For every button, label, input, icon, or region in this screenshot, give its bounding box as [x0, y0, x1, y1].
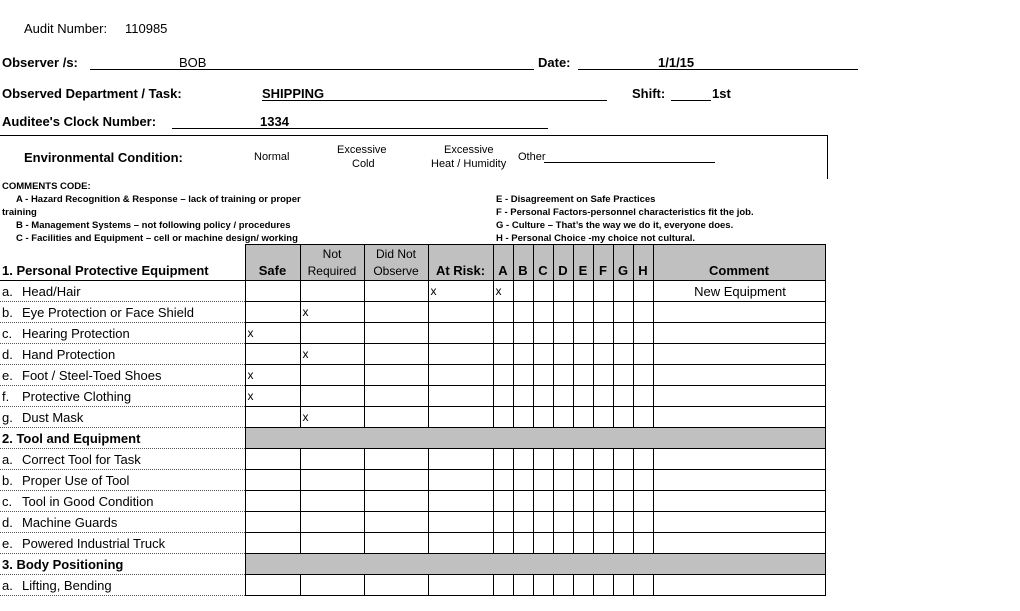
cell-dno[interactable] [364, 491, 428, 512]
cell-safe[interactable] [245, 407, 300, 428]
cell-h[interactable] [633, 470, 653, 491]
cell-notreq[interactable] [300, 281, 364, 302]
cell-atrisk[interactable] [428, 323, 493, 344]
cell-g[interactable] [613, 344, 633, 365]
cell-atrisk[interactable] [428, 407, 493, 428]
row-text: Foot / Steel-Toed Shoes [22, 367, 162, 383]
cell-atrisk[interactable] [428, 365, 493, 386]
code-b: B - Management Systems – not following policy / procedures [16, 220, 291, 231]
cell-comment[interactable] [653, 533, 825, 554]
cell-comment[interactable]: New Equipment [653, 281, 825, 302]
code-a-line2: training [2, 207, 37, 218]
cell-a[interactable] [493, 449, 513, 470]
cell-f[interactable] [593, 575, 613, 596]
col-h: H [633, 245, 653, 281]
cell-f[interactable] [593, 512, 613, 533]
cell-h[interactable] [633, 512, 653, 533]
date-value[interactable]: 1/1/15 [658, 55, 695, 70]
cell-b[interactable] [513, 533, 533, 554]
cell-d[interactable] [553, 386, 573, 407]
cell-e[interactable] [573, 281, 593, 302]
env-other-line [544, 162, 715, 163]
cell-safe[interactable] [245, 344, 300, 365]
row-label [0, 575, 245, 596]
table-row [0, 449, 825, 470]
audit-number-label: Audit Number: [24, 21, 108, 36]
cell-a[interactable] [493, 470, 513, 491]
table-row [0, 512, 825, 533]
code-e: E - Disagreement on Safe Practices [496, 194, 656, 205]
row-prefix: b. [2, 472, 13, 488]
cell-comment[interactable] [653, 575, 825, 596]
cell-safe[interactable] [245, 575, 300, 596]
tools-rows [0, 449, 825, 554]
cell-g[interactable] [613, 512, 633, 533]
cell-safe[interactable] [245, 281, 300, 302]
observer-value[interactable]: BOB [179, 55, 207, 70]
cell-d[interactable] [553, 470, 573, 491]
cell-notreq[interactable] [300, 470, 364, 491]
cell-h[interactable] [633, 365, 653, 386]
cell-b[interactable] [513, 323, 533, 344]
section-body-heading: 3. Body Positioning [0, 554, 245, 575]
cell-e[interactable] [573, 386, 593, 407]
cell-dno[interactable] [364, 575, 428, 596]
row-label [0, 344, 245, 365]
cell-c[interactable] [533, 323, 553, 344]
row-text: Tool in Good Condition [22, 493, 154, 509]
cell-d[interactable] [553, 575, 573, 596]
row-prefix: d. [2, 346, 13, 362]
env-cold-line1[interactable]: Excessive [337, 144, 387, 156]
cell-b[interactable] [513, 470, 533, 491]
cell-c[interactable] [533, 407, 553, 428]
cell-e[interactable] [573, 407, 593, 428]
cell-notreq[interactable] [300, 575, 364, 596]
cell-safe[interactable] [245, 512, 300, 533]
cell-h[interactable] [633, 449, 653, 470]
cell-a[interactable] [493, 323, 513, 344]
cell-b[interactable] [513, 344, 533, 365]
observer-label: Observer /s: [2, 55, 78, 70]
cell-notreq[interactable] [300, 323, 364, 344]
section-tools-heading: 2. Tool and Equipment [0, 428, 245, 449]
cell-safe[interactable] [245, 491, 300, 512]
cell-f[interactable] [593, 407, 613, 428]
cell-b[interactable] [513, 512, 533, 533]
row-text: Correct Tool for Task [22, 451, 141, 467]
row-prefix: d. [2, 514, 13, 530]
col-f: F [593, 245, 613, 281]
department-label: Observed Department / Task: [2, 86, 182, 101]
cell-notreq[interactable]: x [300, 344, 364, 365]
row-label [0, 512, 245, 533]
cell-a[interactable] [493, 344, 513, 365]
cell-atrisk[interactable] [428, 491, 493, 512]
cell-g[interactable] [613, 302, 633, 323]
row-label [0, 365, 245, 386]
col-did-not-observe-l1: Did Not [375, 246, 416, 261]
col-c: C [533, 245, 553, 281]
cell-safe[interactable] [245, 470, 300, 491]
cell-c[interactable] [533, 491, 553, 512]
section-ppe-heading: 1. Personal Protective Equipment [0, 245, 245, 281]
cell-notreq[interactable]: x [300, 302, 364, 323]
table-row [0, 407, 825, 428]
env-normal[interactable]: Normal [254, 151, 290, 163]
row-label [0, 533, 245, 554]
table-row [0, 365, 825, 386]
section-row [0, 554, 825, 575]
cell-c[interactable] [533, 470, 553, 491]
row-prefix: c. [2, 325, 13, 341]
environment-label: Environmental Condition: [24, 150, 183, 165]
cell-g[interactable] [613, 323, 633, 344]
cell-d[interactable] [553, 449, 573, 470]
cell-g[interactable] [613, 281, 633, 302]
col-e: E [573, 245, 593, 281]
date-label: Date: [538, 55, 571, 70]
table-header-row [0, 245, 825, 281]
cell-f[interactable] [593, 533, 613, 554]
cell-g[interactable] [613, 449, 633, 470]
cell-b[interactable] [513, 575, 533, 596]
cell-c[interactable] [533, 281, 553, 302]
cell-e[interactable] [573, 344, 593, 365]
row-prefix: a. [2, 451, 13, 467]
cell-h[interactable] [633, 281, 653, 302]
cell-g[interactable] [613, 533, 633, 554]
cell-c[interactable] [533, 512, 553, 533]
cell-d[interactable] [553, 407, 573, 428]
cell-b[interactable] [513, 449, 533, 470]
cell-c[interactable] [533, 365, 553, 386]
cell-e[interactable] [573, 365, 593, 386]
col-did-not-observe-l2: Observe [373, 263, 419, 278]
cell-e[interactable] [573, 491, 593, 512]
cell-comment[interactable] [653, 512, 825, 533]
cell-a[interactable] [493, 407, 513, 428]
cell-comment[interactable] [653, 323, 825, 344]
row-text: Protective Clothing [22, 388, 132, 404]
row-label [0, 323, 245, 344]
cell-atrisk[interactable] [428, 302, 493, 323]
col-at-risk: At Risk: [428, 245, 493, 281]
cell-notreq[interactable] [300, 365, 364, 386]
table-row [0, 470, 825, 491]
cell-g[interactable] [613, 407, 633, 428]
cell-comment[interactable] [653, 302, 825, 323]
row-prefix: a. [2, 283, 13, 299]
cell-c[interactable] [533, 575, 553, 596]
row-text: Hearing Protection [22, 325, 130, 341]
cell-b[interactable] [513, 407, 533, 428]
col-did-not-observe [364, 245, 428, 281]
row-text: Hand Protection [22, 346, 116, 362]
cell-c[interactable] [533, 302, 553, 323]
clock-label: Auditee's Clock Number: [2, 114, 157, 129]
row-prefix: f. [2, 388, 10, 404]
cell-atrisk[interactable] [428, 533, 493, 554]
cell-b[interactable] [513, 281, 533, 302]
cell-c[interactable] [533, 386, 553, 407]
table-row [0, 533, 825, 554]
cell-safe[interactable] [245, 302, 300, 323]
col-safe: Safe [245, 245, 300, 281]
cell-e[interactable] [573, 575, 593, 596]
body-section [0, 554, 825, 575]
cell-d[interactable] [553, 344, 573, 365]
cell-atrisk[interactable]: x [428, 281, 493, 302]
shift-line [671, 100, 711, 101]
col-a: A [493, 245, 513, 281]
cell-atrisk[interactable] [428, 449, 493, 470]
cell-h[interactable] [633, 323, 653, 344]
body-rows [0, 575, 825, 596]
col-not-required [300, 245, 364, 281]
cell-d[interactable] [553, 491, 573, 512]
row-prefix: b. [2, 304, 13, 320]
cell-comment[interactable] [653, 470, 825, 491]
table-row [0, 575, 825, 596]
row-label [0, 302, 245, 323]
table-row [0, 302, 825, 323]
code-c: C - Facilities and Equipment – cell or machine design/ working [16, 233, 298, 244]
row-label [0, 470, 245, 491]
env-heat-line2[interactable]: Heat / Humidity [431, 158, 507, 170]
cell-d[interactable] [553, 512, 573, 533]
cell-a[interactable] [493, 575, 513, 596]
cell-h[interactable] [633, 533, 653, 554]
col-comment: Comment [653, 245, 825, 281]
table-row [0, 386, 825, 407]
cell-atrisk[interactable] [428, 575, 493, 596]
cell-safe[interactable]: x [245, 323, 300, 344]
cell-f[interactable] [593, 344, 613, 365]
observer-line [90, 69, 534, 70]
row-prefix: e. [2, 367, 13, 383]
code-a-line1: A - Hazard Recognition & Response – lack of training or proper [16, 194, 301, 205]
cell-b[interactable] [513, 386, 533, 407]
cell-d[interactable] [553, 302, 573, 323]
section-shade [245, 554, 825, 575]
audit-number: 110985 [125, 21, 168, 36]
cell-dno[interactable] [364, 302, 428, 323]
cell-c[interactable] [533, 344, 553, 365]
cell-notreq[interactable] [300, 449, 364, 470]
table-row [0, 281, 825, 302]
audit-table [0, 244, 826, 596]
section-shade [245, 428, 825, 449]
row-label [0, 281, 245, 302]
ppe-rows [0, 281, 825, 428]
cell-a[interactable] [493, 386, 513, 407]
row-text: Machine Guards [22, 514, 118, 530]
row-label [0, 491, 245, 512]
col-d: D [553, 245, 573, 281]
cell-dno[interactable] [364, 533, 428, 554]
cell-a[interactable] [493, 365, 513, 386]
cell-h[interactable] [633, 407, 653, 428]
cell-notreq[interactable] [300, 386, 364, 407]
cell-safe[interactable]: x [245, 365, 300, 386]
cell-f[interactable] [593, 470, 613, 491]
table-row [0, 344, 825, 365]
cell-d[interactable] [553, 281, 573, 302]
cell-a[interactable] [493, 533, 513, 554]
cell-g[interactable] [613, 491, 633, 512]
col-not-required-l1: Not [322, 246, 342, 261]
cell-b[interactable] [513, 302, 533, 323]
date-line [578, 69, 858, 70]
cell-comment[interactable] [653, 344, 825, 365]
env-cold-line2[interactable]: Cold [352, 158, 375, 170]
cell-g[interactable] [613, 365, 633, 386]
cell-atrisk[interactable] [428, 470, 493, 491]
cell-dno[interactable] [364, 512, 428, 533]
cell-notreq[interactable] [300, 512, 364, 533]
cell-h[interactable] [633, 386, 653, 407]
shift-label: Shift: [632, 86, 666, 101]
cell-atrisk[interactable] [428, 512, 493, 533]
cell-e[interactable] [573, 302, 593, 323]
code-f: F - Personal Factors-personnel characteristics fit the job. [496, 207, 754, 218]
cell-notreq[interactable] [300, 533, 364, 554]
cell-dno[interactable] [364, 365, 428, 386]
cell-dno[interactable] [364, 323, 428, 344]
row-label [0, 407, 245, 428]
clock-value[interactable]: 1334 [260, 114, 289, 129]
cell-f[interactable] [593, 365, 613, 386]
col-not-required-l2: Required [307, 263, 357, 278]
row-text: Lifting, Bending [22, 577, 112, 593]
cell-e[interactable] [573, 323, 593, 344]
cell-c[interactable] [533, 533, 553, 554]
row-prefix: c. [2, 493, 13, 509]
cell-d[interactable] [553, 365, 573, 386]
cell-h[interactable] [633, 491, 653, 512]
row-prefix: g. [2, 409, 13, 425]
cell-f[interactable] [593, 323, 613, 344]
col-g: G [613, 245, 633, 281]
cell-e[interactable] [573, 512, 593, 533]
shift-value[interactable]: 1st [712, 86, 731, 101]
cell-atrisk[interactable] [428, 344, 493, 365]
row-text: Proper Use of Tool [22, 472, 130, 488]
cell-atrisk[interactable] [428, 386, 493, 407]
section-row [0, 428, 825, 449]
row-text: Head/Hair [22, 283, 81, 299]
cell-e[interactable] [573, 449, 593, 470]
table-row [0, 491, 825, 512]
table-row [0, 323, 825, 344]
cell-h[interactable] [633, 302, 653, 323]
cell-h[interactable] [633, 575, 653, 596]
row-prefix: e. [2, 535, 13, 551]
cell-dno[interactable] [364, 386, 428, 407]
cell-g[interactable] [613, 386, 633, 407]
env-heat-line1[interactable]: Excessive [444, 144, 494, 156]
cell-dno[interactable] [364, 470, 428, 491]
clock-line [172, 128, 548, 129]
cell-dno[interactable] [364, 281, 428, 302]
cell-a[interactable] [493, 302, 513, 323]
cell-a[interactable] [493, 512, 513, 533]
cell-safe[interactable] [245, 449, 300, 470]
row-prefix: a. [2, 577, 13, 593]
department-value[interactable]: SHIPPING [262, 86, 325, 101]
cell-f[interactable] [593, 386, 613, 407]
cell-h[interactable] [633, 344, 653, 365]
cell-comment[interactable] [653, 365, 825, 386]
code-g: G - Culture – That’s the way we do it, everyone does. [496, 220, 734, 231]
cell-d[interactable] [553, 533, 573, 554]
row-label [0, 449, 245, 470]
cell-e[interactable] [573, 533, 593, 554]
cell-a[interactable]: x [493, 281, 513, 302]
cell-a[interactable] [493, 491, 513, 512]
env-other[interactable]: Other [518, 151, 546, 163]
cell-comment[interactable] [653, 407, 825, 428]
row-text: Eye Protection or Face Shield [22, 304, 194, 320]
cell-b[interactable] [513, 365, 533, 386]
cell-f[interactable] [593, 281, 613, 302]
cell-f[interactable] [593, 302, 613, 323]
row-text: Powered Industrial Truck [22, 535, 166, 551]
cell-comment[interactable] [653, 449, 825, 470]
code-h: H - Personal Choice -my choice not cultural. [496, 233, 696, 244]
cell-notreq[interactable] [300, 491, 364, 512]
cell-comment[interactable] [653, 491, 825, 512]
cell-d[interactable] [553, 323, 573, 344]
cell-dno[interactable] [364, 344, 428, 365]
cell-g[interactable] [613, 575, 633, 596]
cell-safe[interactable] [245, 533, 300, 554]
cell-f[interactable] [593, 491, 613, 512]
cell-dno[interactable] [364, 449, 428, 470]
comments-code-title: COMMENTS CODE: [2, 181, 91, 192]
cell-f[interactable] [593, 449, 613, 470]
cell-comment[interactable] [653, 386, 825, 407]
row-text: Dust Mask [22, 409, 84, 425]
tools-section [0, 428, 825, 449]
col-b: B [513, 245, 533, 281]
cell-e[interactable] [573, 470, 593, 491]
row-label [0, 386, 245, 407]
cell-dno[interactable] [364, 407, 428, 428]
cell-b[interactable] [513, 491, 533, 512]
cell-notreq[interactable]: x [300, 407, 364, 428]
cell-g[interactable] [613, 470, 633, 491]
cell-safe[interactable]: x [245, 386, 300, 407]
cell-c[interactable] [533, 449, 553, 470]
